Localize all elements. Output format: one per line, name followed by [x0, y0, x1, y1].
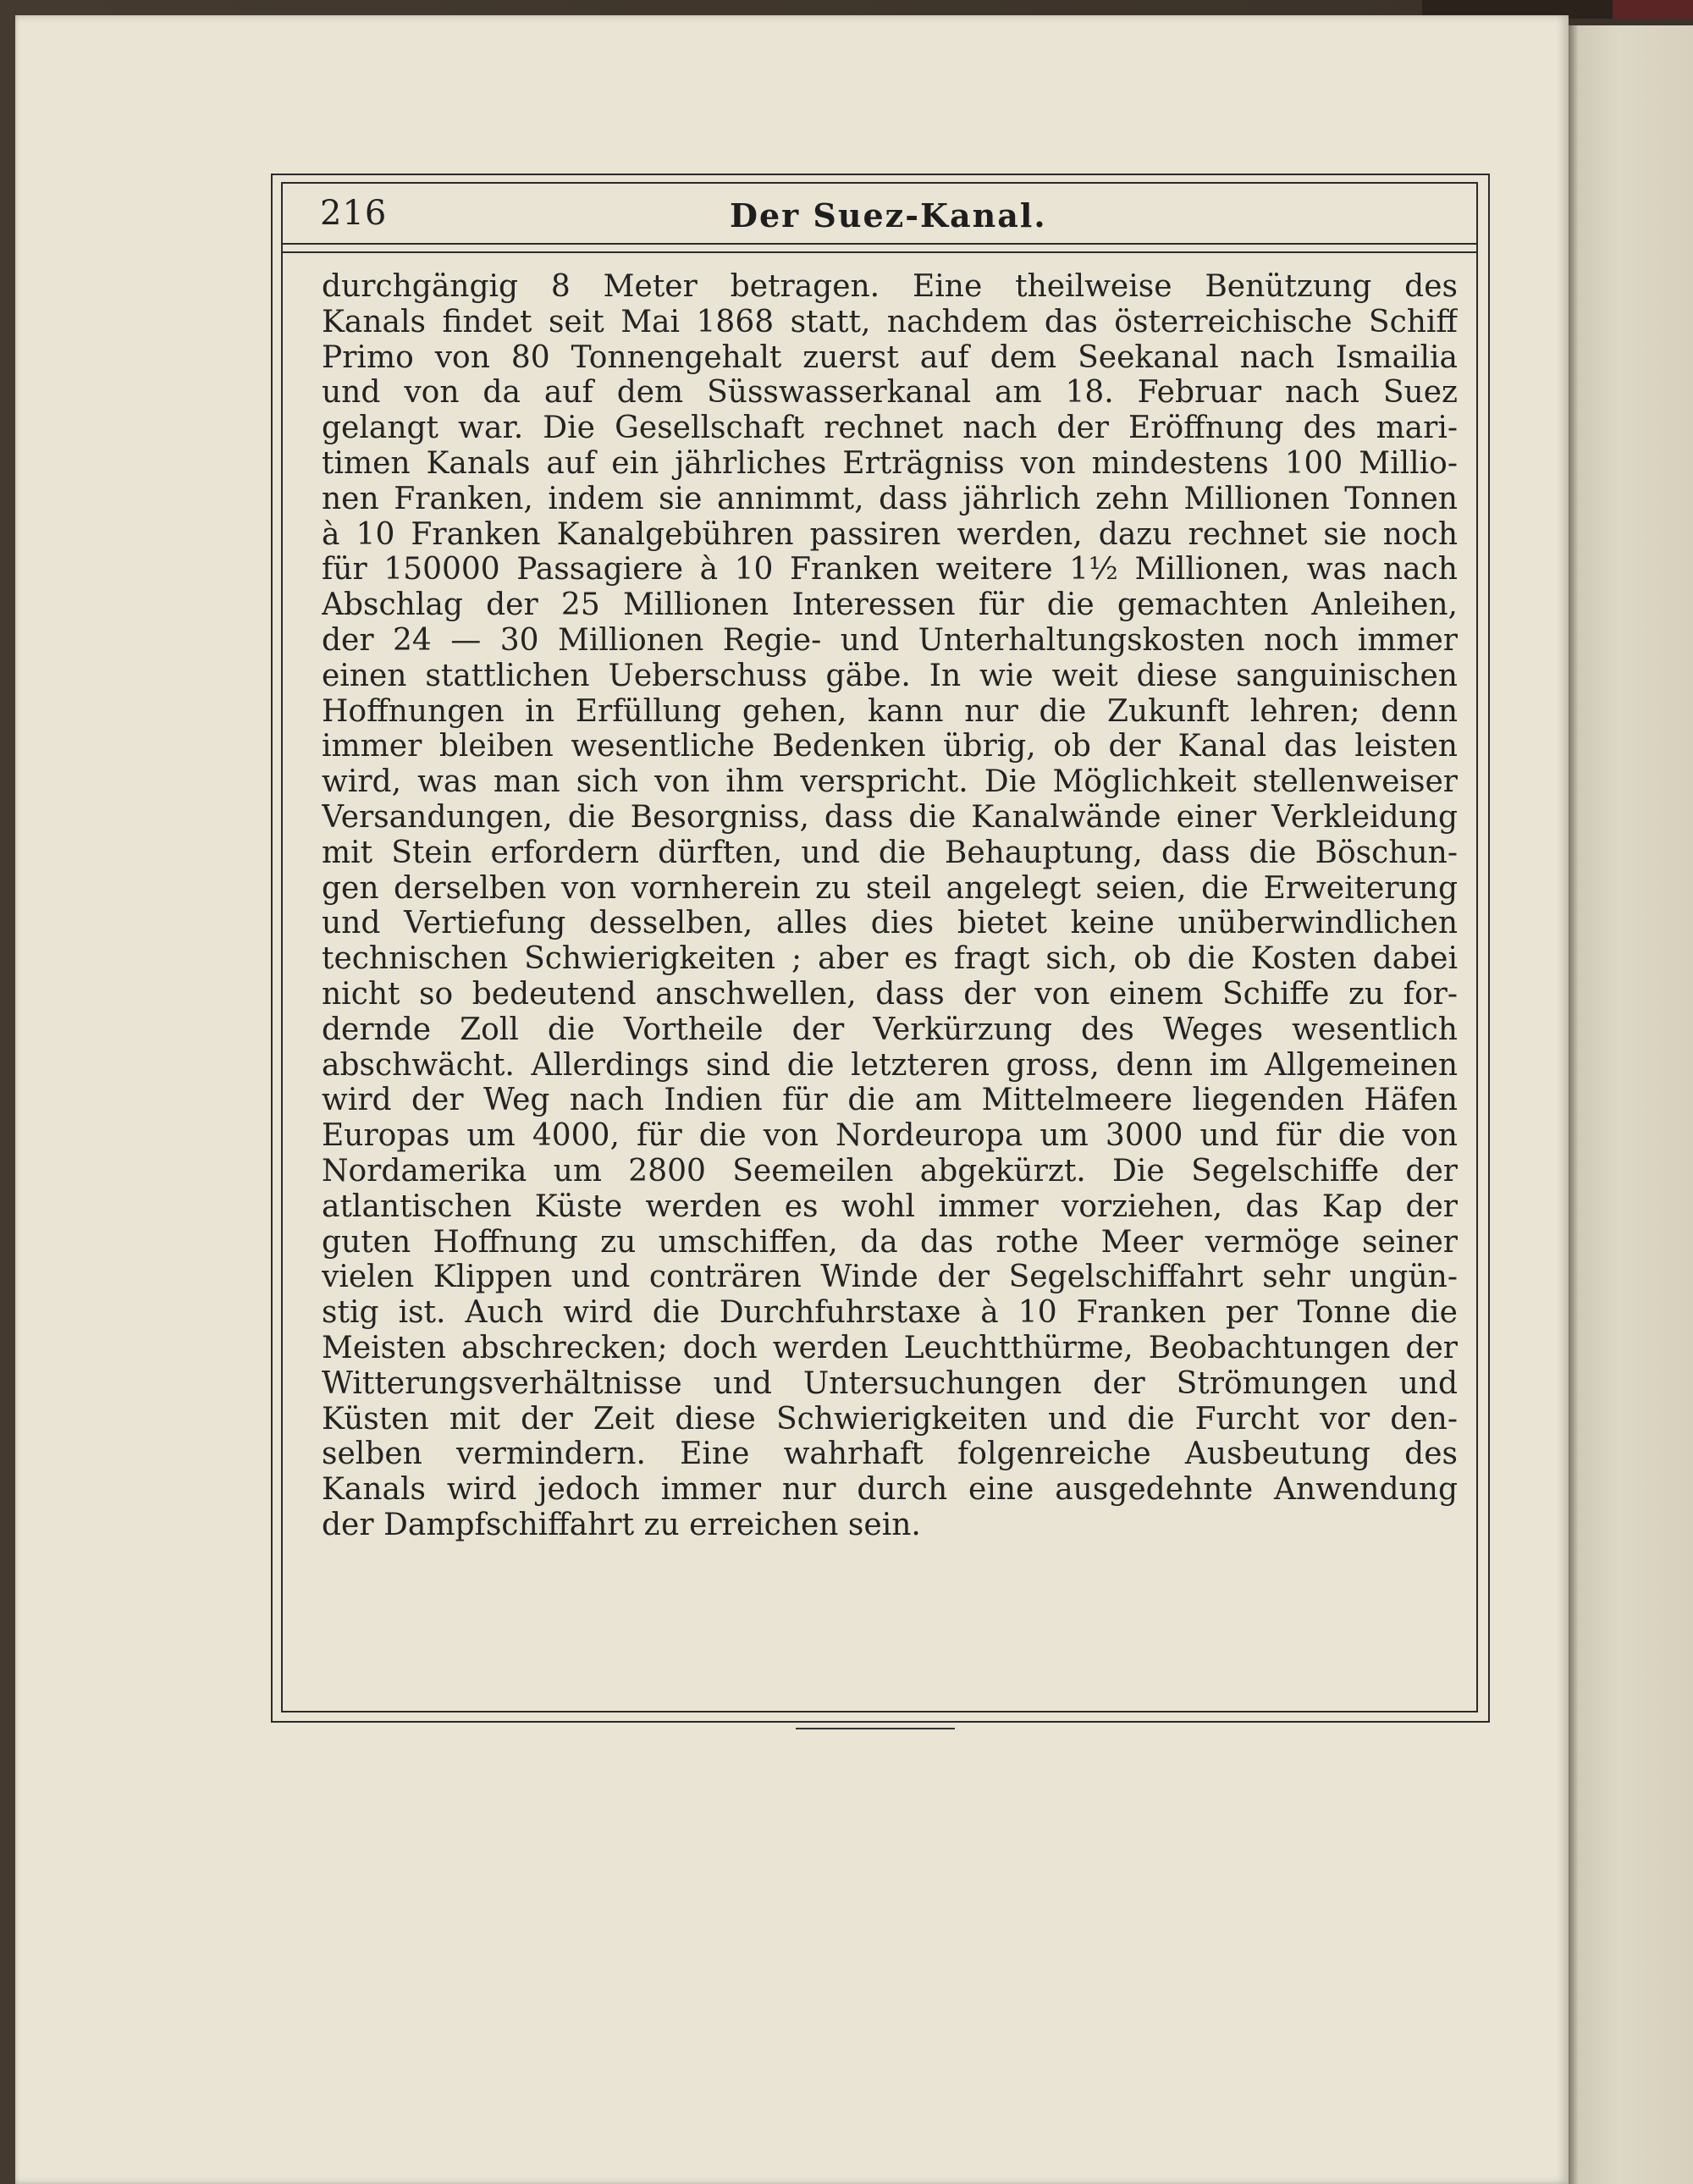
text-line: Primo von 80 Tonnengehalt zuerst auf dem Seekanal nach Ismailia	[322, 339, 1458, 375]
text-line: Hoffnungen in Erfüllung gehen, kann nur die Zukunft lehren; denn	[322, 693, 1458, 729]
text-line: Kanals wird jedoch immer nur durch eine ausgedehnte Anwendung	[322, 1472, 1458, 1508]
text-line: atlantischen Küste werden es wohl immer vorziehen, das Kap der	[322, 1189, 1458, 1224]
text-line: Versandungen, die Besorgniss, dass die Kanalwände einer Verkleidung	[322, 799, 1458, 835]
text-line: einen stattlichen Ueberschuss gäbe. In wie weit diese sanguinischen	[322, 658, 1458, 693]
text-line: und von da auf dem Süsswasserkanal am 18. Februar nach Suez	[322, 375, 1458, 411]
section-end-rule	[796, 1728, 955, 1729]
text-line: gen derselben von vornherein zu steil angelegt seien, die Erweiterung	[322, 870, 1458, 906]
text-line: Witterungsverhältnisse und Untersuchungen der Strömungen und	[322, 1365, 1458, 1401]
text-line: gelangt war. Die Gesellschaft rechnet nach der Eröffnung des mari-	[322, 411, 1458, 446]
header-rule	[281, 251, 1478, 253]
facing-page-edge	[1569, 25, 1693, 2184]
text-line: nicht so bedeutend anschwellen, dass der von einem Schiffe zu for-	[322, 976, 1458, 1012]
text-line: der 24 — 30 Millionen Regie- und Unterhaltungskosten noch immer	[322, 622, 1458, 658]
text-line: Nordamerika um 2800 Seemeilen abgekürzt. Die Segelschiffe der	[322, 1153, 1458, 1189]
text-line: für 150000 Passagiere à 10 Franken weitere 1½ Millionen, was nach	[322, 552, 1458, 587]
text-line: à 10 Franken Kanalgebühren passiren werden, dazu rechnet sie noch	[322, 516, 1458, 552]
text-line: wird der Weg nach Indien für die am Mittelmeere liegenden Häfen	[322, 1083, 1458, 1118]
text-line: vielen Klippen und conträren Winde der Segelschiffahrt sehr ungün-	[322, 1260, 1458, 1295]
text-line: mit Stein erfordern dürften, und die Behauptung, dass die Böschun-	[322, 835, 1458, 870]
page-number: 216	[320, 194, 388, 233]
text-line: durchgängig 8 Meter betragen. Eine theilweise Benützung des	[322, 269, 1458, 304]
text-line: selben vermindern. Eine wahrhaft folgenreiche Ausbeutung des	[322, 1437, 1458, 1472]
text-line: timen Kanals auf ein jährliches Erträgniss von mindestens 100 Millio-	[322, 445, 1458, 481]
header-rule	[281, 243, 1478, 245]
text-line: immer bleiben wesentliche Bedenken übrig, ob der Kanal das leisten	[322, 729, 1458, 764]
text-line: Meisten abschrecken; doch werden Leuchtthürme, Beobachtungen der	[322, 1330, 1458, 1365]
text-line: Kanals findet seit Mai 1868 statt, nachdem das österreichische Schiff	[322, 304, 1458, 339]
text-line: Küsten mit der Zeit diese Schwierigkeiten und die Furcht vor den-	[322, 1401, 1458, 1437]
text-line: wird, was man sich von ihm verspricht. Die Möglichkeit stellenweiser	[322, 764, 1458, 800]
text-line: abschwächt. Allerdings sind die letzteren gross, denn im Allgemeinen	[322, 1047, 1458, 1083]
running-title: Der Suez-Kanal.	[730, 196, 1047, 234]
text-line: guten Hoffnung zu umschiffen, da das rothe Meer vermöge seiner	[322, 1224, 1458, 1260]
text-line: Europas um 4000, für die von Nordeuropa um 3000 und für die von	[322, 1118, 1458, 1154]
text-line: technischen Schwierigkeiten ; aber es fragt sich, ob die Kosten dabei	[322, 941, 1458, 977]
text-line: Abschlag der 25 Millionen Interessen für die gemachten Anleihen,	[322, 587, 1458, 623]
text-line: der Dampfschiffahrt zu erreichen sein.	[322, 1507, 921, 1542]
text-line: stig ist. Auch wird die Durchfuhrstaxe à 10 Franken per Tonne die	[322, 1295, 1458, 1331]
body-text	[322, 269, 1458, 1543]
text-line: und Vertiefung desselben, alles dies bietet keine unüberwindlichen	[322, 906, 1458, 941]
book-spine-ribbon	[1613, 0, 1693, 19]
text-line: nen Franken, indem sie annimmt, dass jährlich zehn Millionen Tonnen	[322, 481, 1458, 516]
text-line: dernde Zoll die Vortheile der Verkürzung des Weges wesentlich	[322, 1012, 1458, 1047]
